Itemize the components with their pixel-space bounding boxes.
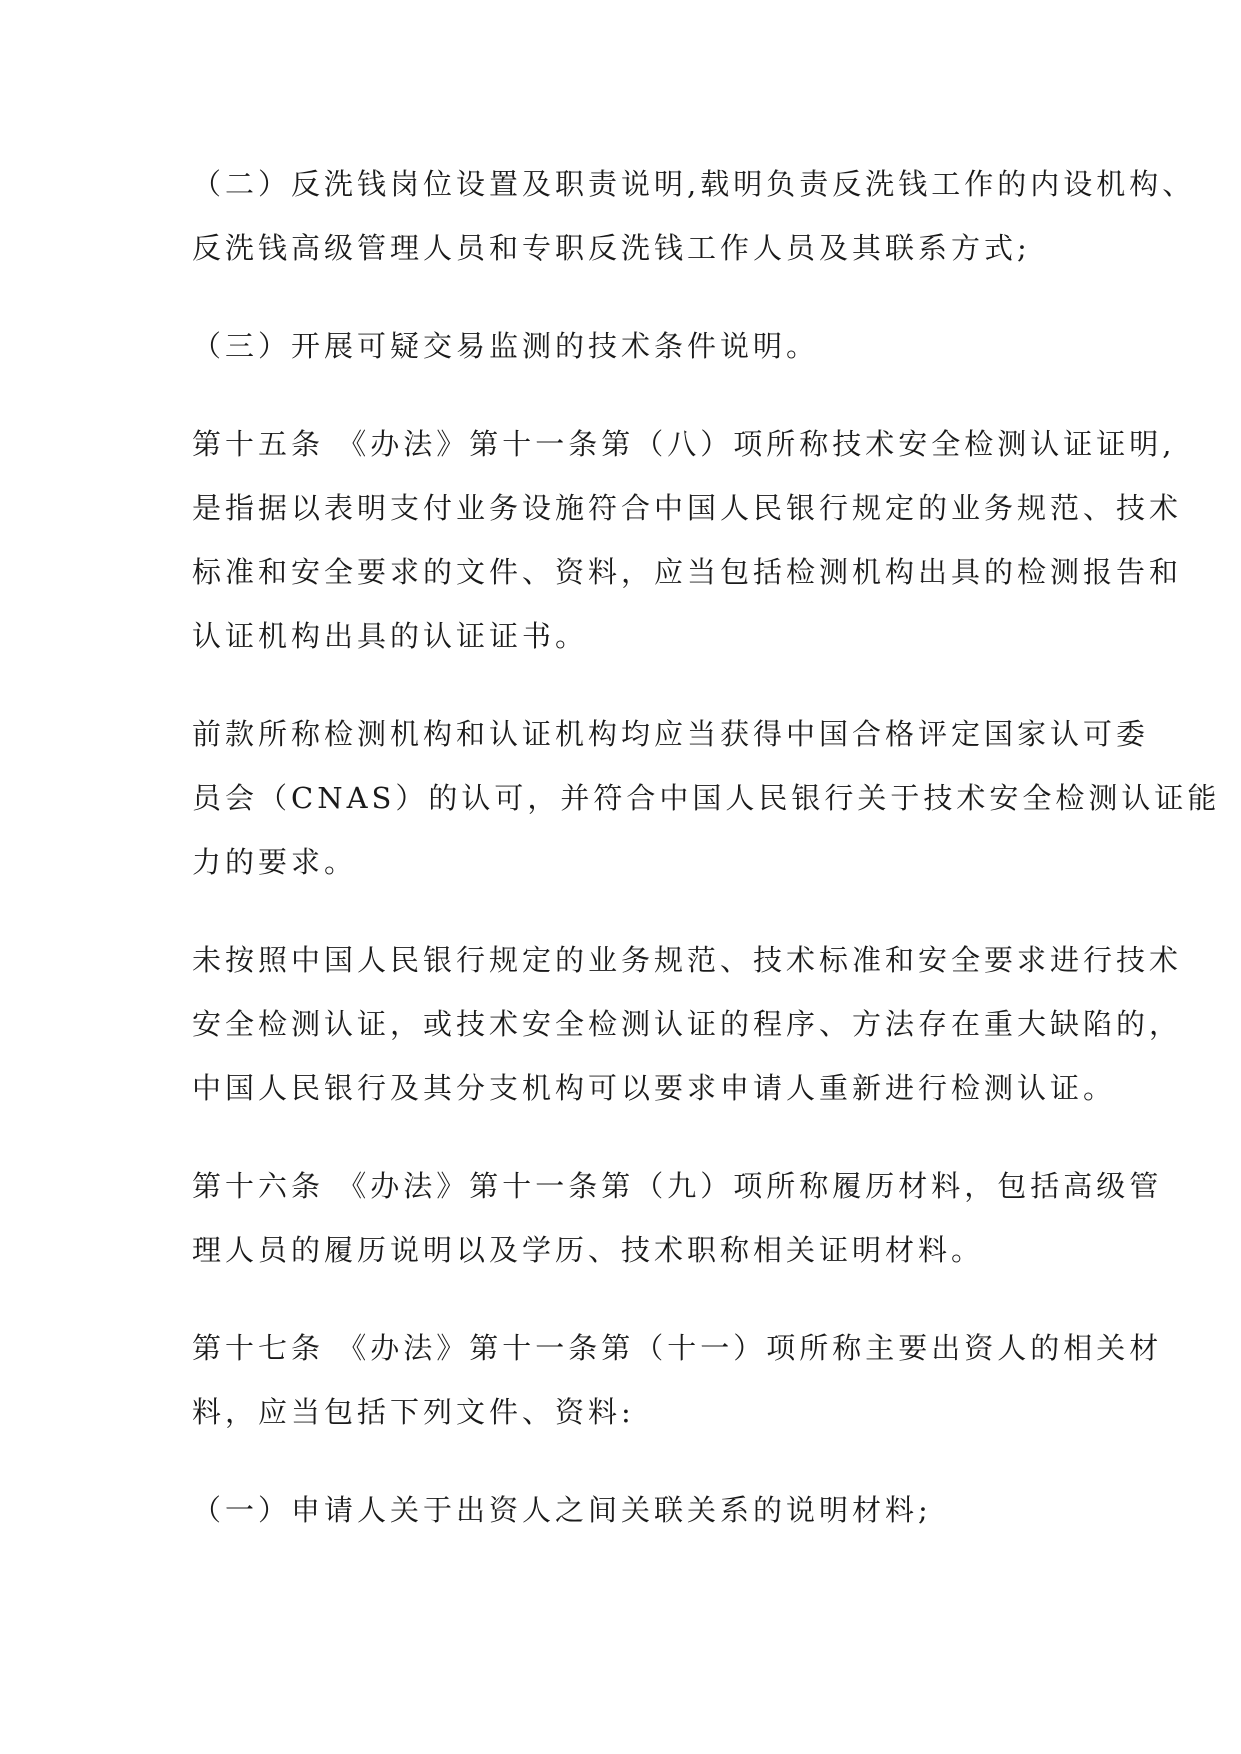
text-line: 安全检测认证，或技术安全检测认证的程序、方法存在重大缺陷的， bbox=[192, 1007, 1183, 1041]
paragraph-article-17 bbox=[192, 1316, 1163, 1444]
text-line: 员会（CNAS）的认可，并符合中国人民银行关于技术安全检测认证能 bbox=[192, 781, 1221, 815]
text-line: 第十六条 《办法》第十一条第（九）项所称履历材料，包括高级管 bbox=[192, 1169, 1163, 1203]
document-page bbox=[192, 152, 1221, 1576]
text-line: 未按照中国人民银行规定的业务规范、技术标准和安全要求进行技术 bbox=[192, 943, 1183, 977]
text-line: （一）申请人关于出资人之间关联关系的说明材料; bbox=[192, 1493, 932, 1527]
paragraph-cnas-accreditation bbox=[192, 702, 1221, 894]
text-line: 第十七条 《办法》第十一条第（十一）项所称主要出资人的相关材 bbox=[192, 1331, 1163, 1365]
paragraph-article-15 bbox=[192, 412, 1183, 668]
text-line: 标准和安全要求的文件、资料，应当包括检测机构出具的检测报告和 bbox=[192, 555, 1183, 589]
text-line: 力的要求。 bbox=[192, 845, 358, 879]
paragraph-investor-relations bbox=[192, 1478, 1072, 1542]
text-line: 料，应当包括下列文件、资料: bbox=[192, 1395, 635, 1429]
paragraph-article-16 bbox=[192, 1154, 1163, 1282]
text-line: 理人员的履历说明以及学历、技术职称相关证明材料。 bbox=[192, 1233, 985, 1267]
text-line: 是指据以表明支付业务设施符合中国人民银行规定的业务规范、技术 bbox=[192, 491, 1183, 525]
text-line: 第十五条 《办法》第十一条第（八）项所称技术安全检测认证证明, bbox=[192, 427, 1176, 461]
text-line: 中国人民银行及其分支机构可以要求申请人重新进行检测认证。 bbox=[192, 1071, 1117, 1105]
text-line: 前款所称检测机构和认证机构均应当获得中国合格评定国家认可委 bbox=[192, 717, 1150, 751]
text-line: 认证机构出具的认证证书。 bbox=[192, 619, 589, 653]
paragraph-aml-positions bbox=[192, 152, 1196, 280]
text-line: 反洗钱高级管理人员和专职反洗钱工作人员及其联系方式; bbox=[192, 231, 1031, 265]
paragraph-monitoring-conditions bbox=[192, 314, 1072, 378]
text-line: （二）反洗钱岗位设置及职责说明,载明负责反洗钱工作的内设机构、 bbox=[192, 167, 1196, 201]
paragraph-retest-requirement bbox=[192, 928, 1183, 1120]
text-line: （三）开展可疑交易监测的技术条件说明。 bbox=[192, 329, 820, 363]
